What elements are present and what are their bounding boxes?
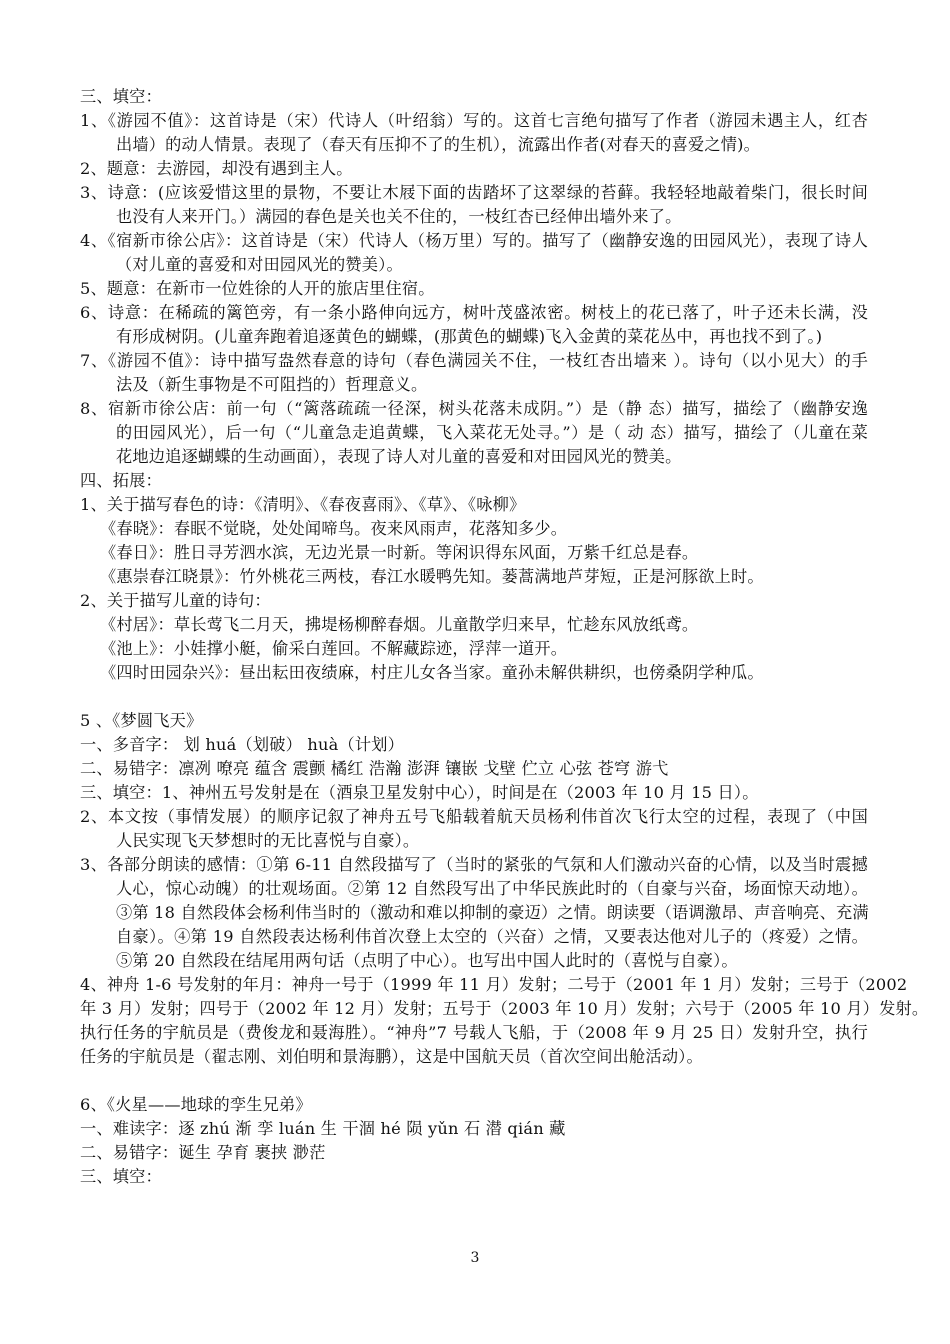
text-line: 一、多音字： 划 huá（划破） huà（计划） [80, 735, 405, 754]
text-line: 5、题意：在新市一位姓徐的人开的旅店里住宿。 [80, 279, 435, 298]
text-line: 8、宿新市徐公店：前一句（“篱落疏疏一径深，树头花落未成阴。”）是（静 态）描写，描绘了（幽静安逸 [80, 399, 868, 418]
text-line: 《池上》：小娃撑小艇，偷采白莲回。不解藏踪迹，浮萍一道开。 [100, 639, 568, 658]
text-line: 四、拓展： [80, 471, 162, 490]
text-line: 《春日》：胜日寻芳泗水滨，无边光景一时新。等闲识得东风面，万紫千红总是春。 [100, 543, 699, 562]
text-line: 任务的宇航员是（翟志刚、刘伯明和景海鹏），这是中国航天员（首次空间出舱活动）。 [80, 1047, 703, 1066]
text-line: 3、诗意：(应该爱惜这里的景物，不要让木屐下面的齿踏坏了这翠绿的苔藓。我轻轻地敲着柴门，很长时间 [80, 183, 868, 202]
text-line: 三、填空： [80, 87, 162, 106]
text-line: ③第 18 自然段体会杨利伟当时的（激动和难以抑制的豪迈）之情。朗读要（语调激昂、声音响亮、充满 [116, 903, 869, 922]
text-line: 《四时田园杂兴》：昼出耘田夜绩麻，村庄儿女各当家。童孙未解供耕织，也傍桑阴学种瓜。 [100, 663, 764, 682]
text-line: 也没有人来开门。）满园的春色是关也关不住的，一枝红杏已经伸出墙外来了。 [116, 207, 682, 226]
text-line: 有形成树阴。(儿童奔跑着追逐黄色的蝴蝶，(那黄色的蝴蝶)飞入金黄的菜花丛中，再也找不到了。) [116, 327, 823, 346]
text-line: 《春晓》：春眠不觉晓，处处闻啼鸟。夜来风雨声，花落知多少。 [100, 519, 568, 538]
text-line: 3、各部分朗读的感情：①第 6-11 自然段描写了（当时的紧张的气氛和人们激动兴奋的心情，以及当时震撼 [80, 855, 868, 874]
text-line: 1、《游园不值》：这首诗是（宋）代诗人（叶绍翁）写的。这首七言绝句描写了作者（游园未遇主人，红杏 [80, 111, 868, 130]
text-line: 二、易错字：凛冽 嘹亮 蕴含 震颤 橘红 浩瀚 澎湃 镶嵌 戈壁 伫立 心弦 苍穹 游弋 [80, 759, 669, 778]
text-line: 二、易错字：诞生 孕育 裹挟 渺茫 [80, 1143, 326, 1162]
text-line: 的田园风光），后一句（“儿童急走追黄蝶，飞入菜花无处寻。”）是（ 动 态）描写，描绘了（儿童在菜 [116, 423, 868, 442]
text-line: 6、诗意：在稀疏的篱笆旁，有一条小路伸向远方，树叶茂盛浓密。树枝上的花已落了，叶子还未长满，没 [80, 303, 868, 322]
text-line: 三、填空：1、神州五号发射是在（酒泉卫星发射中心），时间是在（2003 年 10 月 15 日）。 [80, 783, 759, 802]
text-line: 1、关于描写春色的诗：《清明》、《春夜喜雨》、《草》、《咏柳》 [80, 495, 526, 514]
text-line: 自豪）。④第 19 自然段表达杨利伟首次登上太空的（兴奋）之情，又要表达他对儿子的（疼爱）之情。 [116, 927, 868, 946]
text-line: 三、填空： [80, 1167, 162, 1186]
text-line: 2、关于描写儿童的诗句： [80, 591, 271, 610]
text-line: 4、神舟 1-6 号发射的年月：神舟一号于（1999 年 11 月）发射；二号于（2001 年 1 月）发射；三号于（2002 [80, 975, 908, 994]
text-line: 7、《游园不值》：诗中描写盎然春意的诗句（春色满园关不住，一枝红杏出墙来 ）。诗句（以小见大）的手 [80, 351, 868, 370]
text-line: 年 3 月）发射；四号于（2002 年 12 月）发射；五号于（2003 年 10 月）发射；六号于（2005 年 10 月）发射。 [80, 999, 929, 1018]
text-line: 6、《火星——地球的孪生兄弟》 [80, 1095, 312, 1114]
text-line: ⑤第 20 自然段在结尾用两句话（点明了中心）。也写出中国人此时的（喜悦与自豪）。 [116, 951, 738, 970]
text-line: 《惠崇春江晓景》：竹外桃花三两枝，春江水暖鸭先知。蒌蒿满地芦芽短，正是河豚欲上时。 [100, 567, 764, 586]
text-line: 执行任务的宇航员是（费俊龙和聂海胜）。“神舟”7 号载人飞船，于（2008 年 9 月 25 日）发射升空，执行 [80, 1023, 868, 1042]
text-line: 5 、《梦圆飞天》 [80, 711, 203, 730]
text-line: 法及（新生事物是不可阻挡的）哲理意义。 [116, 375, 428, 394]
text-line: 人心，惊心动魄）的壮观场面。②第 12 自然段写出了中华民族此时的（自豪与兴奋，场面惊天动地）。 [116, 879, 868, 898]
text-line: 2、本文按（事情发展）的顺序记叙了神舟五号飞船载着航天员杨利伟首次飞行太空的过程，表现了（中国 [80, 807, 868, 826]
text-line: 出墙）的动人情景。表现了（春天有压抑不了的生机），流露出作者(对春天的喜爱之情)。 [116, 135, 761, 154]
text-line: 《村居》：草长莺飞二月天，拂堤杨柳醉春烟。儿童散学归来早，忙趁东风放纸鸢。 [100, 615, 699, 634]
text-line: 一、难读字：逐 zhú 渐 孪 luán 生 干涸 hé 陨 yǔn 石 潜 qián 藏 [80, 1119, 566, 1138]
text-line: 4、《宿新市徐公店》：这首诗是（宋）代诗人（杨万里）写的。描写了（幽静安逸的田园风光），表现了诗人 [80, 231, 868, 250]
page-number: 3 [470, 1250, 480, 1266]
text-line: 人民实现飞天梦想时的无比喜悦与自豪）。 [116, 831, 420, 850]
text-line: 2、题意：去游园，却没有遇到主人。 [80, 159, 353, 178]
text-line: （对儿童的喜爱和对田园风光的赞美）。 [116, 255, 403, 274]
text-line: 花地边追逐蝴蝶的生动画面），表现了诗人对儿童的喜爱和对田园风光的赞美。 [116, 447, 682, 466]
